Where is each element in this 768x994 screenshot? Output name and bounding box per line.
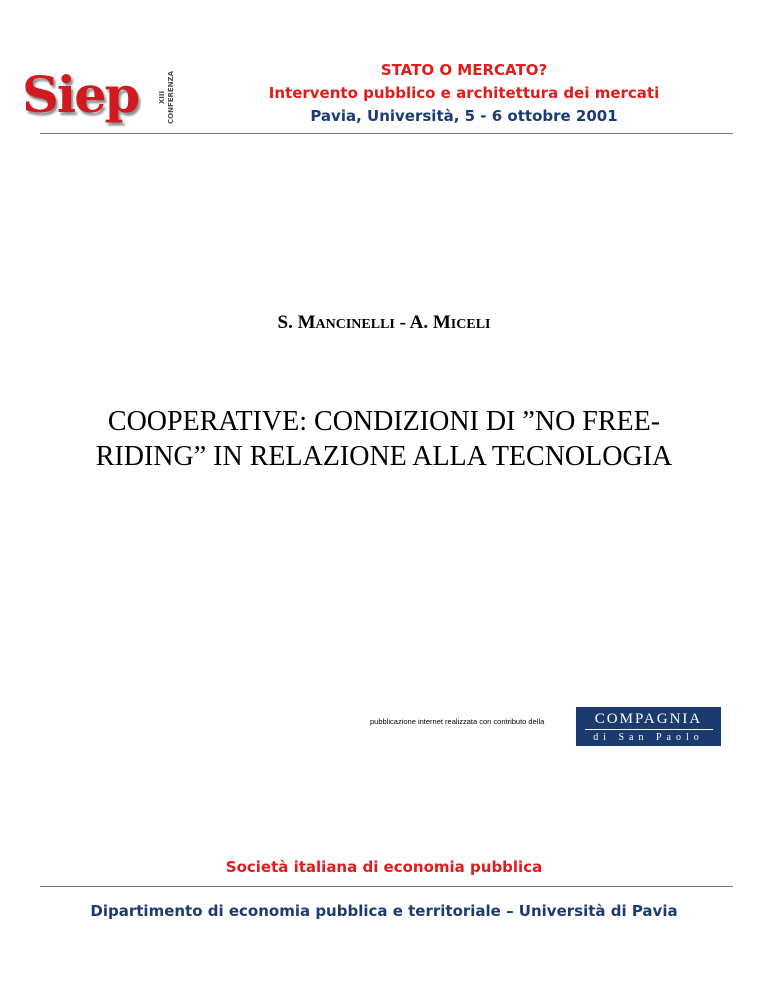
- siep-logo-text: Siep: [22, 65, 139, 124]
- paper-title-line-2: RIDING” IN RELAZIONE ALLA TECNOLOGIA: [95, 441, 673, 472]
- conference-subtitle: Intervento pubblico e architettura dei mercati: [268, 84, 660, 102]
- conference-edition-label: [158, 71, 176, 124]
- paper-title: [60, 404, 708, 474]
- sponsor-caption: pubblicazione internet realizzata con contributo della: [370, 717, 545, 726]
- conference-place-date: Pavia, Università, 5 - 6 ottobre 2001: [310, 107, 618, 125]
- siep-logo: [22, 60, 146, 130]
- paper-authors: [0, 312, 768, 334]
- compagnia-san-paolo-logo: [576, 707, 721, 746]
- conference-header: [200, 59, 728, 128]
- edition-number: XIII: [158, 90, 166, 105]
- author-1-initial: S. M: [277, 312, 316, 333]
- footer-divider: [40, 886, 733, 887]
- sponsor-logo-divider: [585, 729, 713, 730]
- sponsor-name: COMPAGNIA: [594, 711, 703, 727]
- sponsor-subname: di San Paolo: [593, 732, 704, 743]
- author-2-initial: A. M: [409, 312, 451, 333]
- conference-title: STATO O MERCATO?: [380, 61, 548, 79]
- paper-title-line-1: COOPERATIVE: CONDIZIONI DI ”NO FREE-: [107, 406, 661, 437]
- author-2-surname: ICELI: [450, 317, 491, 332]
- author-1-surname: ANCINELLI: [315, 317, 395, 332]
- edition-label: CONFERENZA: [167, 70, 175, 124]
- author-separator: -: [394, 312, 410, 333]
- header-divider: [40, 133, 733, 134]
- society-name: Società italiana di economia pubblica: [225, 858, 543, 876]
- department-name: Dipartimento di economia pubblica e territoriale – Università di Pavia: [90, 902, 678, 920]
